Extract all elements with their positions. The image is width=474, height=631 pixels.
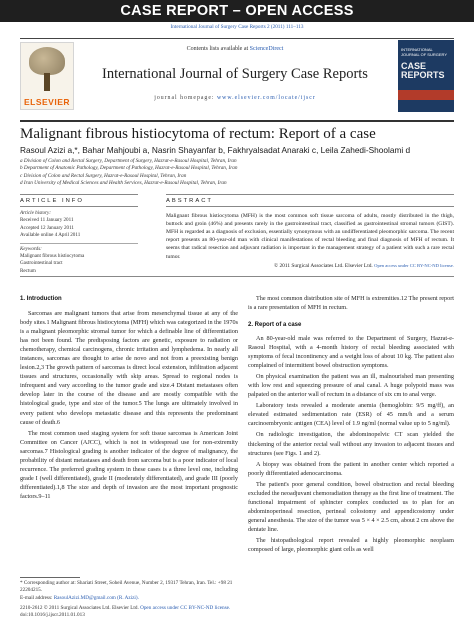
abstract-copyright: © 2011 Surgical Associates Ltd. Elsevier Ltd. Open access under CC BY-NC-ND license.	[274, 263, 454, 269]
paragraph: Laboratory tests revealed a moderate anemia (hemoglobin: 9/5 mg/ff), an elevated estimated sedimentation rate (ESR) of 45 mm/h and a serum carcinoembryonic antigen (CEA) level of 1.9 ng/ml (normal value up to 5 ng/ml).	[248, 402, 454, 428]
affiliation-d: d Iran University of Medical Sciences and Health Services, Hazrat-e-Rasoul Hospital, Tehran, Iran	[20, 180, 227, 187]
corresponding-author-footnote: * Corresponding author at: Shariati Street, Soheil Avenue, Number 2, 19317 Tehran, Iran. Tel.: +98 21 22204215. E-mail address: RasoulAzizi.MD@gmail.com (R. Azizi).	[20, 580, 233, 601]
header-bottom-rule	[20, 120, 454, 122]
journal-citation[interactable]: International Journal of Surgery Case Reports 2 (2011) 111–113	[170, 24, 304, 30]
case-report-heading: 2. Report of a case	[248, 322, 302, 328]
doi[interactable]: doi:10.1016/j.ijscr.2011.01.013	[20, 612, 85, 619]
abstract-heading: ABSTRACT	[166, 198, 213, 204]
introduction-heading: 1. Introduction	[20, 296, 62, 302]
homepage-link[interactable]: www.elsevier.com/locate/ijscr	[216, 95, 316, 101]
author-list: Rasoul Azizi a,*, Bahar Mahjoubi a, Nasrin Shayanfar b, Fakhryalsadat Anaraki c, Leila Zahedi-Shoolami d	[20, 145, 411, 155]
online-date: Available online 4 April 2011	[20, 232, 81, 239]
article-info-heading: ARTICLE INFO	[20, 198, 84, 204]
affiliations	[20, 158, 454, 188]
affiliation-b: b Department of Anatomic Pathology, Department of Pathology, Hazrat-e-Rasoul Hospital, Tehran, Iran	[20, 165, 238, 172]
license-link[interactable]: Open access under CC BY-NC-ND license.	[374, 263, 454, 268]
journal-cover-thumbnail: INTERNATIONAL JOURNAL OF SURGERY CASE REPORTS	[398, 40, 454, 112]
paragraph: The most common distribution site of MFH is extremities.12 The present report is a rare presentation of MFH in rectum.	[248, 295, 454, 312]
case-report-banner: CASE REPORT – OPEN ACCESS	[0, 0, 474, 22]
paragraph: The most common used staging system for soft tissue sarcomas is American Joint Committee on Cancer (AJCC), which is not in widespread use for non-extremity sarcomas.7 Histological grading is another indicator of the degree of malignancy, the probability of distant metastases and death from sarcoma but is a poor indicator of local recurrence. The preferred grading system in these cases is a three level one, including grade I (well differentiated), grade II (moderately differentiated), and grade III (poorly differentiated).1,8 The size and depth of invasion are the most important prognostic factors.9–11	[20, 429, 238, 500]
footer-license-link[interactable]: Open access under CC BY-NC-ND license.	[140, 605, 231, 611]
keyword: Rectum	[20, 267, 36, 274]
header-top-rule	[20, 38, 454, 39]
paragraph: Sarcomas are malignant tumors that arise from mesenchymal tissue at any of the body sites.1 Malignant fibrous histiocytoma (MFH) which was categorized in the 1970s is a malignant pleomorphic stromal tumor for which a definable line of differentiation has not been found. The predisposing factors are genetic, exposure to radiation or chemotherapy, chemical carcinogens, chronic irritation and lymphedema. In nearly all instances, sarcomas are thought to arise de novo and not from a preexisting benign lesion.2,3 The growth pattern of sarcomas is direct local extension, infiltration adjacent tissues and structures, occasionally with skip areas. Spread to regional nodes is infrequent and vary according to the tumor grade and size.4 Distant metastases often develop later in the course of the disease and are mostly compatible with the histological grade, type and size of the tumor.5 The lungs are ultimately involved in every patient who develops metastatic disease and this represents the predominant cause of death.6	[20, 310, 238, 426]
contents-line: Contents lists available at ScienceDirect	[186, 46, 284, 52]
keyword: Gastrointestinal tract	[20, 260, 63, 267]
article-title: Malignant fibrous histiocytoma of rectum: Report of a case	[20, 126, 376, 142]
right-column-intro	[248, 294, 454, 314]
paragraph: On physical examination the patient was an ill, malnourished man presenting with low rest and squeezing pressure of anal canal. A huge polypoid mass was palpated on the anterior wall of rectum in a distance of six cm to anal verge.	[248, 373, 454, 399]
elsevier-tree-icon	[29, 47, 65, 75]
received-date: Received 11 January 2011	[20, 217, 74, 224]
paragraph: The patient's poor general condition, bowel obstruction and rectal bleeding excluded the neoadjuvant chemoradiation therapy as the first line of treatment. The functional impairment of sphincter complex conducted us to plan for an abdominoperineal resection, perineal colostomy and appendicostomy under general anesthesia. The size of the tumor was 5 × 4 × 2.5 cm, about 2 cm above the dentate line.	[248, 480, 455, 533]
journal-homepage: journal homepage: www.elsevier.com/locate/ijscr	[154, 95, 316, 101]
elsevier-wordmark: ELSEVIER	[23, 97, 71, 107]
paragraph: An 80-year-old male was referred to the Department of Surgery, Hazrat-e-Rasoul Hospital, with a 4-month history of rectal bleeding associated with symptoms of fecal incontinency and a weight loss of about 10 kg. The patient also complained of intermittent bowel obstruction symptoms.	[248, 335, 454, 370]
paragraph: On radiologic investigation, the abdominopelvic CT scan yielded the thickening of the anterior rectal wall without any invasion to adjacent tissues and structures (see Figs. 1 and 2).	[248, 431, 454, 457]
abstract-text: Malignant fibrous histiocytoma (MFH) is the most common soft tissue sarcoma of adults, mostly distributed in the thigh, buttock and groin (46%) and presents rarely in the gastrointestinal tract, classified as gastrointestinal stromal tumors (GIST). MFH is regarded as a diagnosis of exclusion, essentially synonymous with an undifferentiated pleomorphic sarcoma. The recent report presents an 80-year-old man with clinical manifestations of rectal bleeding and final diagnosis of MFH of rectum. It seems that radical resection and adjuvant radiation is important in the management strategy of a patient with such a rare rectal tumor.	[166, 213, 454, 260]
affiliation-c: c Division of Colon and Rectal Surgery, Hazrat-e-Rasoul Hospital, Tehran, Iran	[20, 172, 187, 179]
journal-title: International Journal of Surgery Case Reports	[102, 66, 368, 82]
article-info	[20, 210, 138, 275]
keywords-label: Keywords:	[20, 245, 42, 252]
author-email-link[interactable]: RasoulAzizi.MD@gmail.com (R. Azizi).	[53, 594, 139, 601]
publication-header	[20, 40, 454, 118]
accepted-date: Accepted 12 January 2011	[20, 224, 74, 231]
sciencedirect-link[interactable]: ScienceDirect	[249, 46, 284, 52]
paragraph: A biopsy was obtained from the patient in another center which reported a poorly differentiated adenocarcinoma.	[248, 460, 454, 477]
introduction-body	[20, 309, 238, 503]
case-report-body	[248, 334, 454, 556]
keyword: Malignant fibrous histiocytoma	[20, 252, 85, 259]
paragraph: The histopathological report revealed a highly pleomorphic neoplasm composed of large, pleomorphic giant cells as well	[248, 536, 454, 554]
page-footer: 2210-2612 © 2011 Surgical Associates Ltd. Elsevier Ltd. Open access under CC BY-NC-ND license. doi:10.1016/j.ijscr.2011.01.013	[20, 605, 320, 620]
affiliation-a: a Division of Colon and Rectal Surgery, Department of Surgery, Hazrat-e-Rasoul Hospital, Tehran, Iran	[20, 158, 237, 164]
elsevier-logo	[20, 42, 74, 110]
history-label: Article history:	[20, 210, 51, 216]
